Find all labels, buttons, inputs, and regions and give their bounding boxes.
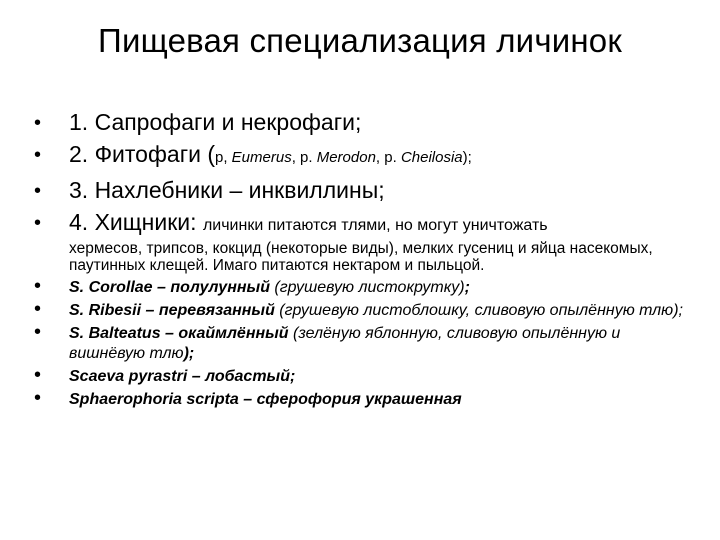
genus-separator: , p.	[291, 149, 317, 166]
species-note: (грушевую листокрутку)	[269, 279, 465, 296]
species-note: (грушевую листоблошку, сливовую опылённую тлю);	[274, 302, 683, 319]
genus-separator: , p.	[375, 149, 401, 166]
list-item-text: 3. Нахлебники – инквиллины;	[69, 177, 385, 203]
list-item-saprophages	[34, 108, 684, 136]
species-item	[34, 387, 684, 410]
species-tail: ;	[464, 279, 470, 296]
genus-close: );	[462, 149, 472, 166]
species-name: S. Ribesii – перевязанный	[69, 302, 275, 319]
predators-description: хермесов, трипсов, кокцид (некоторые виды), мелких гусениц и яйца насекомых, паутинных клещей. Имаго питаются нектаром и пыльцой.	[69, 240, 653, 274]
species-tail: );	[183, 345, 195, 362]
bullet-marker: •	[34, 275, 42, 297]
bullet-marker: •	[34, 112, 42, 134]
genus-cheilosia: Cheilosia	[400, 149, 463, 166]
species-name: Scaeva pyrastri – лобастый;	[69, 368, 296, 385]
list-item-phytophages	[34, 140, 684, 172]
bullet-marker: •	[34, 144, 42, 166]
bullet-marker: •	[34, 364, 42, 386]
list-item-text: 1. Сапрофаги и некрофаги;	[69, 109, 362, 135]
list-item-text: 2. Фитофаги (	[69, 141, 215, 167]
genus-merodon: Merodon	[316, 149, 376, 166]
species-name: S. Balteatus – окаймлённый	[69, 325, 289, 342]
list-item-predators	[34, 208, 684, 240]
list-item-text: 4. Хищники:	[69, 209, 203, 235]
species-item	[34, 364, 684, 387]
genus-eumerus: Eumerus	[231, 149, 292, 166]
species-item	[34, 298, 684, 321]
predators-lead: личинки питаются тлями, но могут уничтожать	[202, 217, 548, 234]
bullet-marker: •	[34, 321, 42, 343]
bullet-marker: •	[34, 387, 42, 409]
bullet-marker: •	[34, 298, 42, 320]
slide-title: Пищевая специализация личинок	[98, 22, 622, 59]
species-item	[34, 275, 684, 298]
species-item	[34, 321, 684, 364]
genus-prefix: p,	[214, 149, 232, 166]
bullet-marker: •	[34, 180, 42, 202]
species-note: (зелёную яблонную, сливовую опылённую и вишнёвую тлю	[69, 325, 621, 362]
species-name: Sphaerophoria scripta – сферофория украшенная	[69, 391, 462, 408]
bullet-marker: •	[34, 212, 42, 234]
species-name: S. Corollae – полулунный	[69, 279, 270, 296]
list-item-inquilines	[34, 176, 684, 204]
bullet-list	[34, 108, 684, 413]
